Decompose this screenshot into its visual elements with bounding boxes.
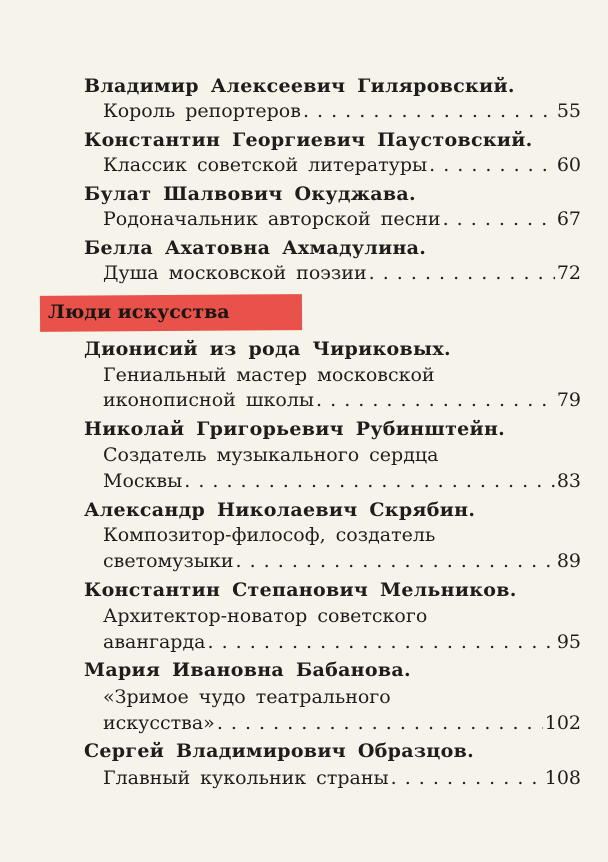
author-name: Александр Николаевич Скрябин. bbox=[84, 499, 476, 521]
entry-title: Классик советской литературы bbox=[103, 154, 428, 176]
leader-dots bbox=[236, 548, 555, 574]
entry-title-line bbox=[103, 98, 581, 124]
author-name: Константин Георгиевич Паустовский. bbox=[84, 129, 533, 151]
entry-title: Москвы bbox=[103, 470, 183, 492]
entry-title: Король репортеров bbox=[103, 100, 301, 122]
entry-title: авангарда bbox=[103, 631, 206, 653]
section-title: Люди искусства bbox=[48, 301, 230, 323]
entry-title-line: Композитор-философ, создатель bbox=[103, 524, 436, 546]
leader-dots bbox=[429, 152, 555, 178]
entry-title-line bbox=[103, 765, 581, 791]
author-name: Сергей Владимирович Образцов. bbox=[84, 740, 474, 762]
page-number: 89 bbox=[556, 550, 581, 572]
entry-title: Душа московской поэзии bbox=[103, 262, 367, 284]
page-number: 55 bbox=[556, 100, 581, 122]
entry-title-line bbox=[103, 629, 581, 655]
author-name: Булат Шалвович Окуджава. bbox=[84, 183, 416, 205]
entry-title: искусства» bbox=[103, 712, 215, 734]
page-number: 95 bbox=[556, 631, 581, 653]
page-number: 67 bbox=[556, 208, 581, 230]
author-name: Мария Ивановна Бабанова. bbox=[84, 659, 411, 681]
entry-title-line bbox=[103, 152, 581, 178]
entry-title-line bbox=[103, 710, 581, 736]
leader-dots bbox=[443, 206, 555, 232]
entry-title: светомузыки bbox=[103, 550, 234, 572]
entry-title: Родоначальник авторской песни bbox=[103, 208, 441, 230]
leader-dots bbox=[369, 260, 555, 286]
author-name: Владимир Алексеевич Гиляровский. bbox=[84, 75, 515, 97]
page-number: 60 bbox=[556, 154, 581, 176]
page-number: 102 bbox=[544, 712, 581, 734]
entry-title-line bbox=[103, 206, 581, 232]
page-number: 72 bbox=[556, 262, 581, 284]
author-name: Белла Ахатовна Ахмадулина. bbox=[84, 237, 427, 259]
entry-title-line: Архитектор-новатор советского bbox=[103, 605, 428, 627]
entry-title-line bbox=[103, 468, 581, 494]
leader-dots bbox=[217, 710, 543, 736]
entry-title-line bbox=[103, 548, 581, 574]
page-number: 79 bbox=[556, 389, 581, 411]
entry-title-line bbox=[103, 387, 581, 413]
entry-title: иконописной школы bbox=[103, 389, 315, 411]
author-name: Николай Григорьевич Рубинштейн. bbox=[84, 418, 506, 440]
page-number: 83 bbox=[556, 470, 581, 492]
entry-title-line bbox=[103, 260, 581, 286]
leader-dots bbox=[184, 468, 555, 494]
entry-title-line: Создатель музыкального сердца bbox=[103, 444, 439, 466]
author-name: Дионисий из рода Чириковых. bbox=[84, 338, 451, 360]
page-number: 108 bbox=[544, 767, 581, 789]
author-name: Константин Степанович Мельников. bbox=[84, 579, 517, 601]
leader-dots bbox=[316, 387, 555, 413]
entry-title-line: «Зримое чудо театрального bbox=[103, 686, 391, 708]
leader-dots bbox=[391, 765, 543, 791]
entry-title: Главный кукольник страны bbox=[103, 767, 389, 789]
leader-dots bbox=[208, 629, 555, 655]
entry-title-line: Гениальный мастер московской bbox=[103, 364, 435, 386]
leader-dots bbox=[303, 98, 555, 124]
